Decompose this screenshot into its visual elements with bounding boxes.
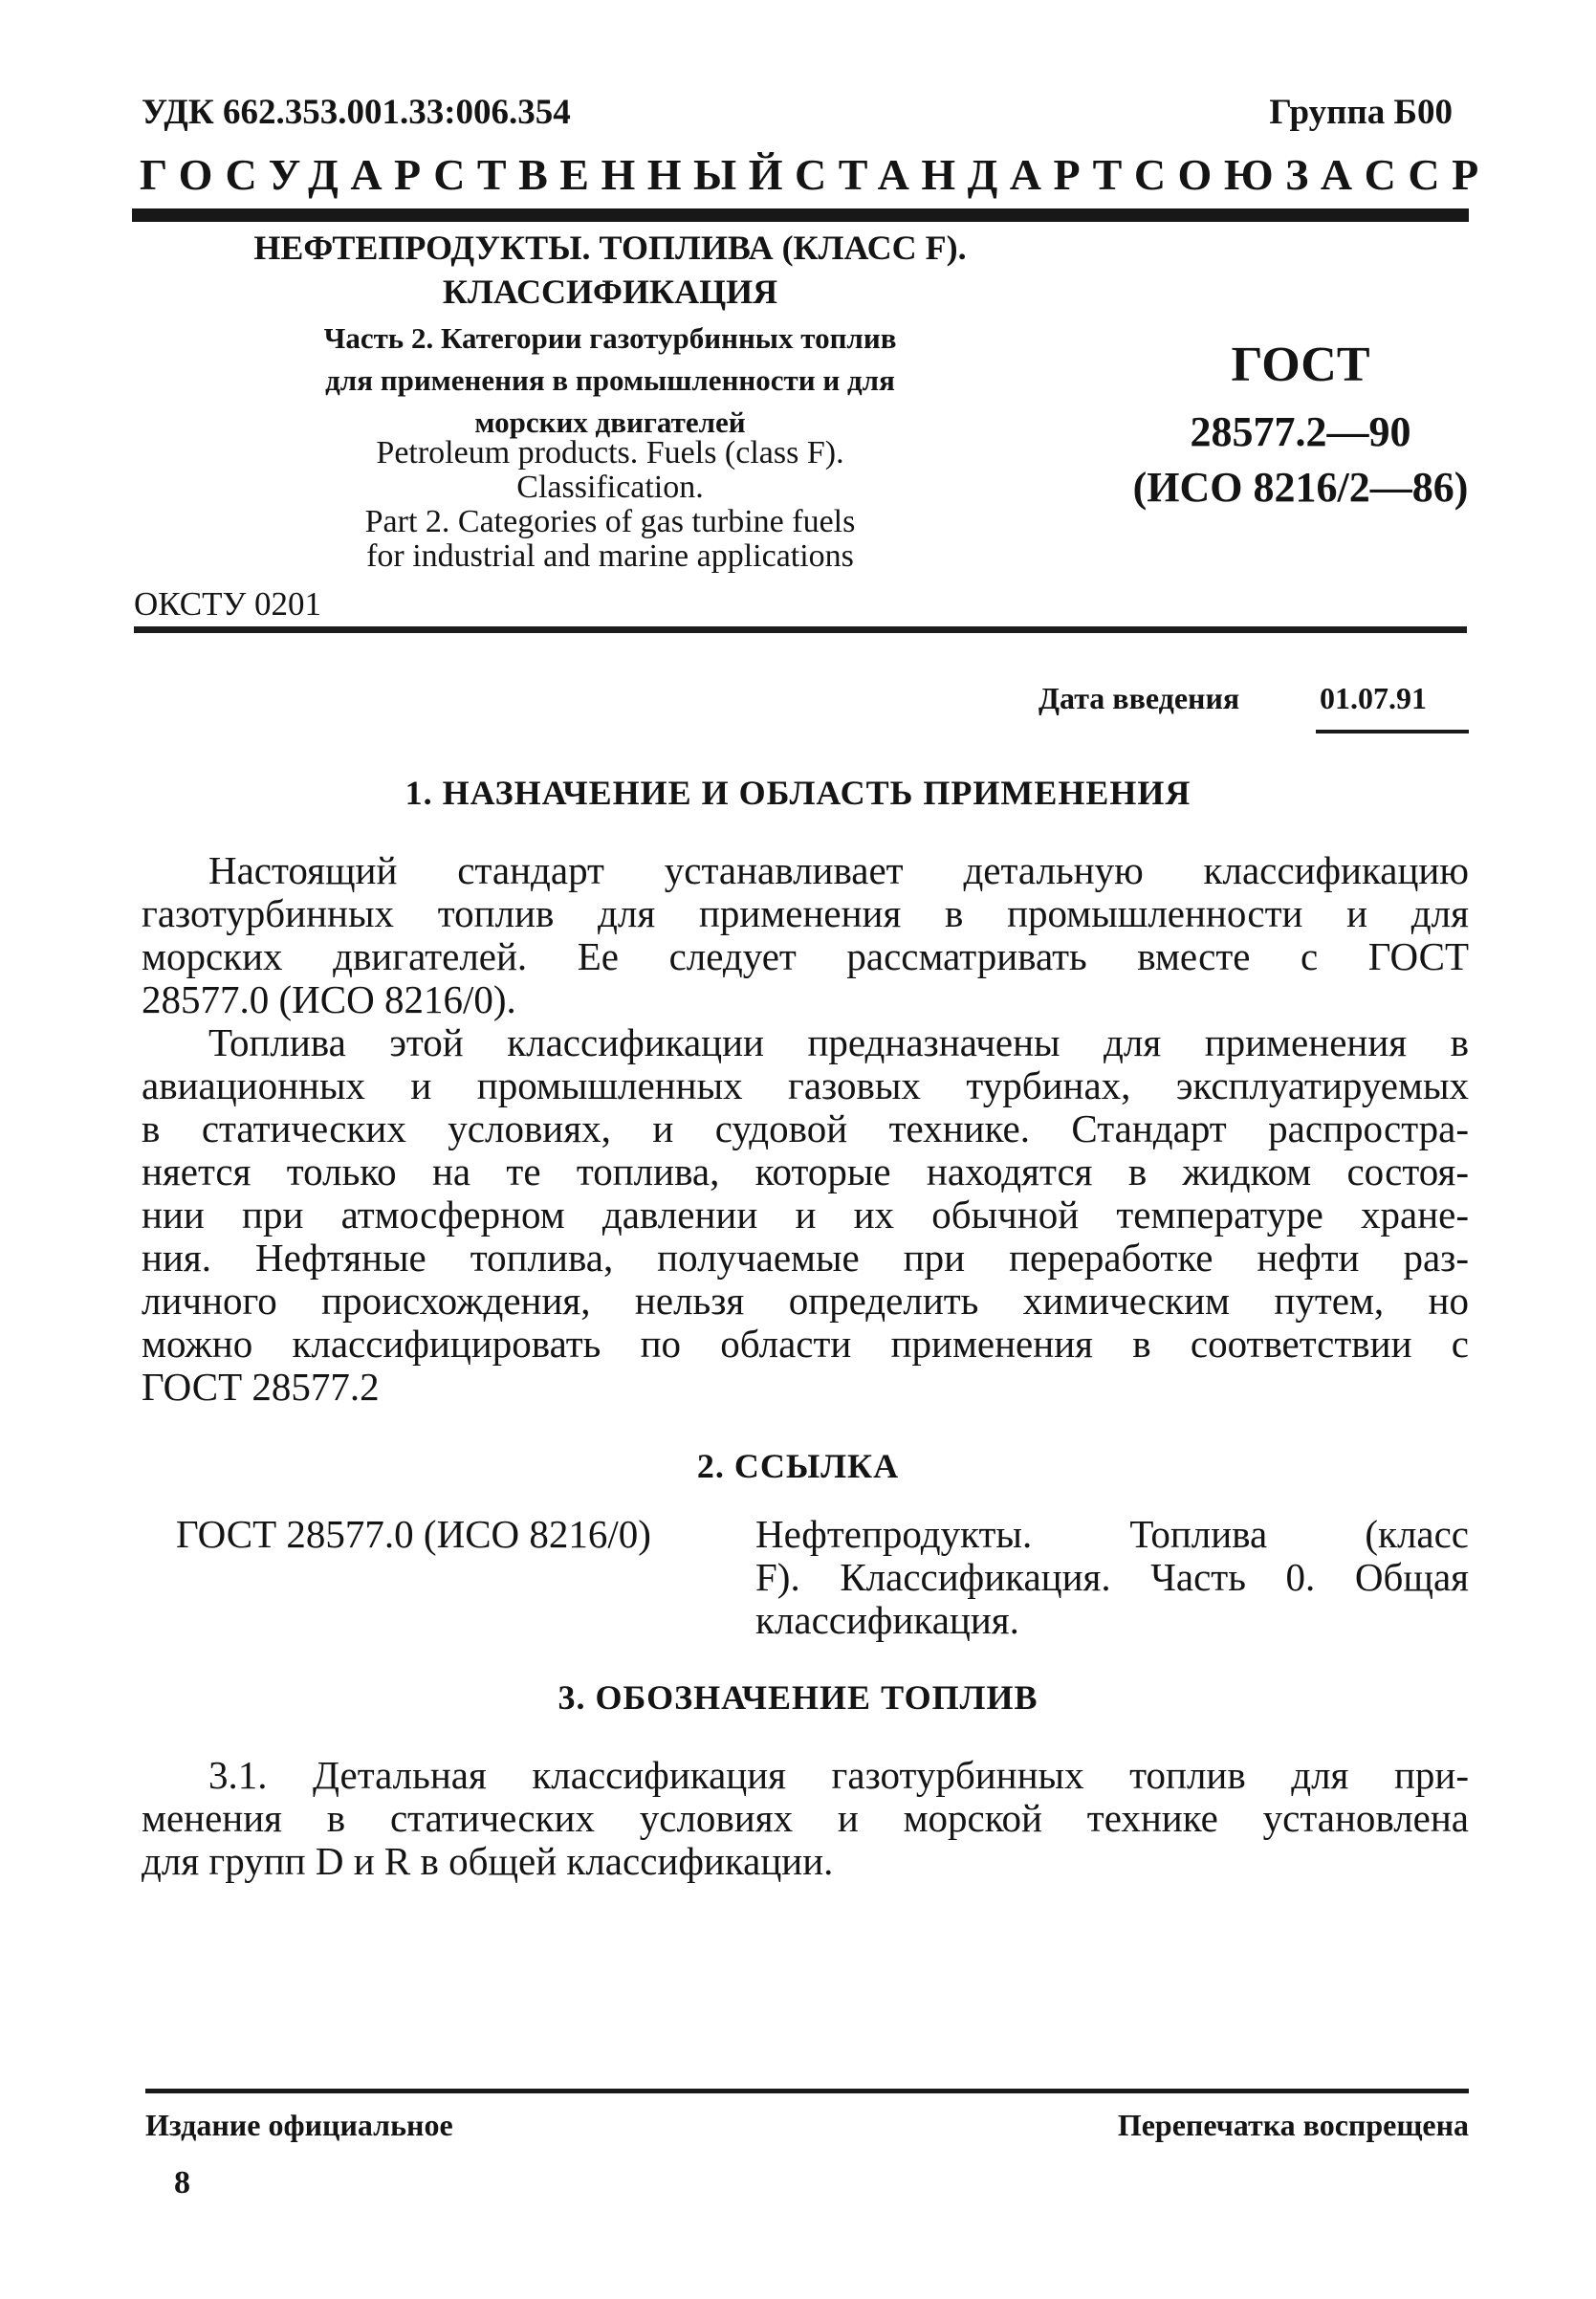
text-line: 28577.0 (ИСО 8216/0).: [142, 977, 516, 1021]
text-line: авиационных и промышленных газовых турбинах, эксплуатируемых: [142, 1063, 1469, 1107]
intro-date-label: Дата введения: [1038, 681, 1240, 715]
text-line: няется только на те топлива, которые находятся в жидком состоя-: [142, 1150, 1469, 1193]
text-line: классификация.: [755, 1598, 1019, 1642]
footer-divider: [145, 2089, 1469, 2093]
header-thick-divider: [132, 208, 1469, 222]
text-line: ГОСТ 28577.2: [142, 1365, 380, 1409]
section3-paragraph: [142, 1754, 1469, 1883]
text-line: Топлива этой классификации предназначены для применения в: [208, 1020, 1469, 1064]
text-line: в статических условиях, и судовой технике. Стандарт распростра-: [142, 1106, 1469, 1150]
text-line: Нефтепродукты. Топлива (класс: [755, 1512, 1469, 1556]
banner-word: ГОСУДАРСТВЕННЫЙ: [140, 150, 795, 199]
title-english-line: Part 2. Categories of gas turbine fuels: [364, 504, 856, 539]
banner-word: СТАНДАРТ: [795, 150, 1134, 199]
text-line: 3.1. Детальная классификация газотурбинных топлив для при-: [208, 1753, 1469, 1797]
intro-date-value: 01.07.91: [1320, 681, 1427, 715]
state-standard-banner: [140, 149, 1491, 200]
section3-heading: 3. ОБОЗНАЧЕНИЕ ТОПЛИВ: [558, 1678, 1038, 1717]
section1-paragraph1: [142, 849, 1469, 1021]
gost-label: ГОСТ: [1231, 338, 1370, 392]
title-part: [210, 317, 1010, 444]
title-part-line: морских двигателей: [474, 405, 746, 439]
reference-description: [755, 1513, 1469, 1642]
footer-reprint-notice: Перепечатка воспрещена: [1117, 2108, 1469, 2142]
text-line: газотурбинных топлив для применения в промышленности и для: [142, 891, 1469, 935]
text-line: можно классифицировать по области применения в соответствии с: [142, 1322, 1469, 1366]
text-line: F). Классификация. Часть 0. Общая: [755, 1555, 1469, 1599]
title-english: [210, 436, 1010, 574]
text-line: ния. Нефтяные топлива, получаемые при переработке нефти раз-: [142, 1236, 1469, 1280]
text-line: для групп D и R в общей классификации.: [142, 1839, 834, 1883]
udk-code: УДК 662.353.001.33:006.354: [142, 93, 571, 132]
banner-word: ССР: [1364, 150, 1491, 199]
intro-date-underline: [1316, 730, 1469, 733]
gost-iso-equivalent: (ИСО 8216/2—86): [1132, 464, 1469, 511]
reference-code: ГОСТ 28577.0 (ИСО 8216/0): [176, 1512, 651, 1556]
text-line: личного происхождения, нельзя определить химическим путем, но: [142, 1279, 1469, 1323]
header-bottom-divider: [134, 626, 1467, 633]
title-part-line: Часть 2. Категории газотурбинных топлив: [323, 321, 897, 355]
gost-number: 28577.2—90: [1190, 408, 1411, 455]
text-line: морских двигателей. Ее следует рассматривать вместе с ГОСТ: [142, 934, 1469, 978]
title-english-line: for industrial and marine applications: [366, 538, 854, 574]
section2-heading: 2. ССЫЛКА: [696, 1447, 900, 1485]
section1-heading: 1. НАЗНАЧЕНИЕ И ОБЛАСТЬ ПРИМЕНЕНИЯ: [404, 774, 1192, 812]
text-line: менения в статических условиях и морской технике установлена: [142, 1796, 1469, 1840]
text-line: Настоящий стандарт устанавливает детальную классификацию: [208, 848, 1469, 892]
footer-official-edition: Издание официальное: [145, 2108, 453, 2142]
banner-word: СОЮЗА: [1133, 150, 1365, 199]
title-part-line: для применения в промышленности и для: [325, 363, 895, 397]
section1-paragraph2: [142, 1021, 1469, 1409]
text-line: нии при атмосферном давлении и их обычной температуре хране-: [142, 1193, 1469, 1237]
okstu-code: ОКСТУ 0201: [134, 585, 322, 623]
group-code: Группа Б00: [1269, 93, 1453, 132]
title-main-line2: КЛАССИФИКАЦИЯ: [442, 273, 778, 311]
title-english-line: Classification.: [516, 470, 704, 505]
title-main-line1: НЕФТЕПРОДУКТЫ. ТОПЛИВА (КЛАСС F).: [253, 229, 967, 267]
title-english-line: Petroleum products. Fuels (class F).: [376, 435, 844, 471]
page-number: 8: [174, 2165, 190, 2200]
